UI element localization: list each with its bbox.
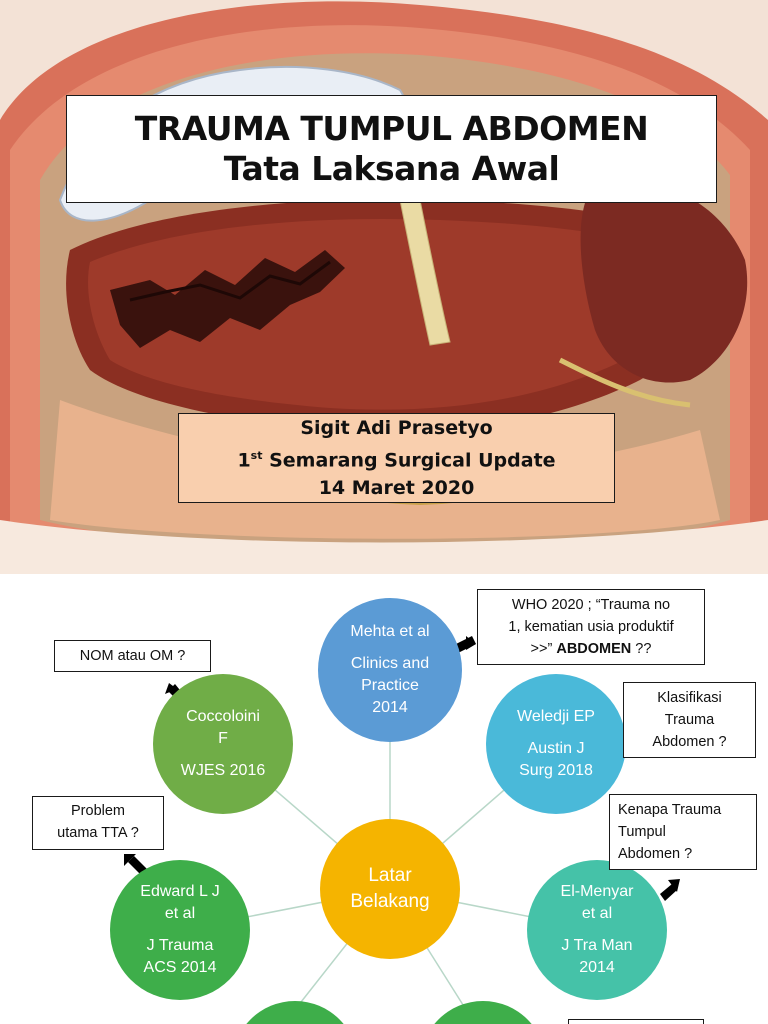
edward-line2: et al [164,905,196,922]
klasifikasi-line1: Klasifikasi [657,690,722,706]
background-diagram-slide [0,576,768,1024]
event-date: 14 Maret 2020 [318,477,475,500]
center-label-line1: Latar [368,865,412,886]
elmenyar-line3: J Tra Man [561,937,633,954]
elmenyar-line4: 2014 [579,959,615,976]
weledji-line1: Weledji EP [517,708,595,725]
node-weledji [486,674,626,814]
problem-line2: utama TTA ? [57,825,139,841]
author-name: Sigit Adi Prasetyo [300,416,493,439]
event-name [237,442,555,474]
nom-text: NOM atau OM ? [79,648,186,664]
callout-nom [54,640,211,672]
who-line3-prefix: >>” [530,641,557,657]
kenapa-line2: Tumpul [618,824,666,840]
node-edward [110,860,250,1000]
callout-who [477,589,705,665]
coccolini-line1: Coccoloini [186,708,260,725]
callout-problem [32,796,164,850]
event-title: Semarang Surgical Update [262,449,556,472]
problem-line1: Problem [71,803,125,819]
coccolini-line2: F [218,730,228,747]
presenter-box [178,413,615,503]
who-line2: 1, kematian usia produktif [508,619,674,635]
elmenyar-line2: et al [581,905,613,922]
event-ordinal: 1 [237,449,251,472]
who-line3 [478,638,704,660]
title-line-2: Tata Laksana Awal [223,149,560,188]
weledji-line2: Austin J [527,740,585,757]
callout-klasifikasi [623,682,756,758]
callout-kenapa [609,794,757,870]
weledji-line3: Surg 2018 [519,762,593,779]
mehta-line1: Mehta et al [350,623,430,640]
center-node [320,819,460,959]
who-line3-suffix: ?? [631,641,652,657]
coccolini-line3: WJES 2016 [180,762,266,779]
edward-line3: J Trauma [146,937,214,954]
kenapa-line3: Abdomen ? [618,846,693,862]
event-ordinal-suffix: st [250,448,263,462]
callout-bottom-partial [568,1019,704,1024]
klasifikasi-line3: Abdomen ? [652,734,727,750]
node-mehta [318,598,462,742]
klasifikasi-line2: Trauma [664,712,715,728]
center-label-line2: Belakang [350,891,430,912]
node-coccolini [153,674,293,814]
title-box [66,95,717,203]
node-elmenyar [527,860,667,1000]
elmenyar-line1: El-Menyar [560,883,634,900]
edward-line4: ACS 2014 [143,959,217,976]
mehta-line2: Clinics and [350,655,430,672]
kenapa-line1: Kenapa Trauma [618,802,722,818]
title-line-1: TRAUMA TUMPUL ABDOMEN [134,109,649,148]
who-line1: WHO 2020 ; “Trauma no [511,597,671,613]
mehta-line4: 2014 [372,699,408,716]
edward-line1: Edward L J [140,883,220,900]
mehta-line3: Practice [361,677,419,694]
who-line3-emphasis: ABDOMEN [556,641,632,657]
